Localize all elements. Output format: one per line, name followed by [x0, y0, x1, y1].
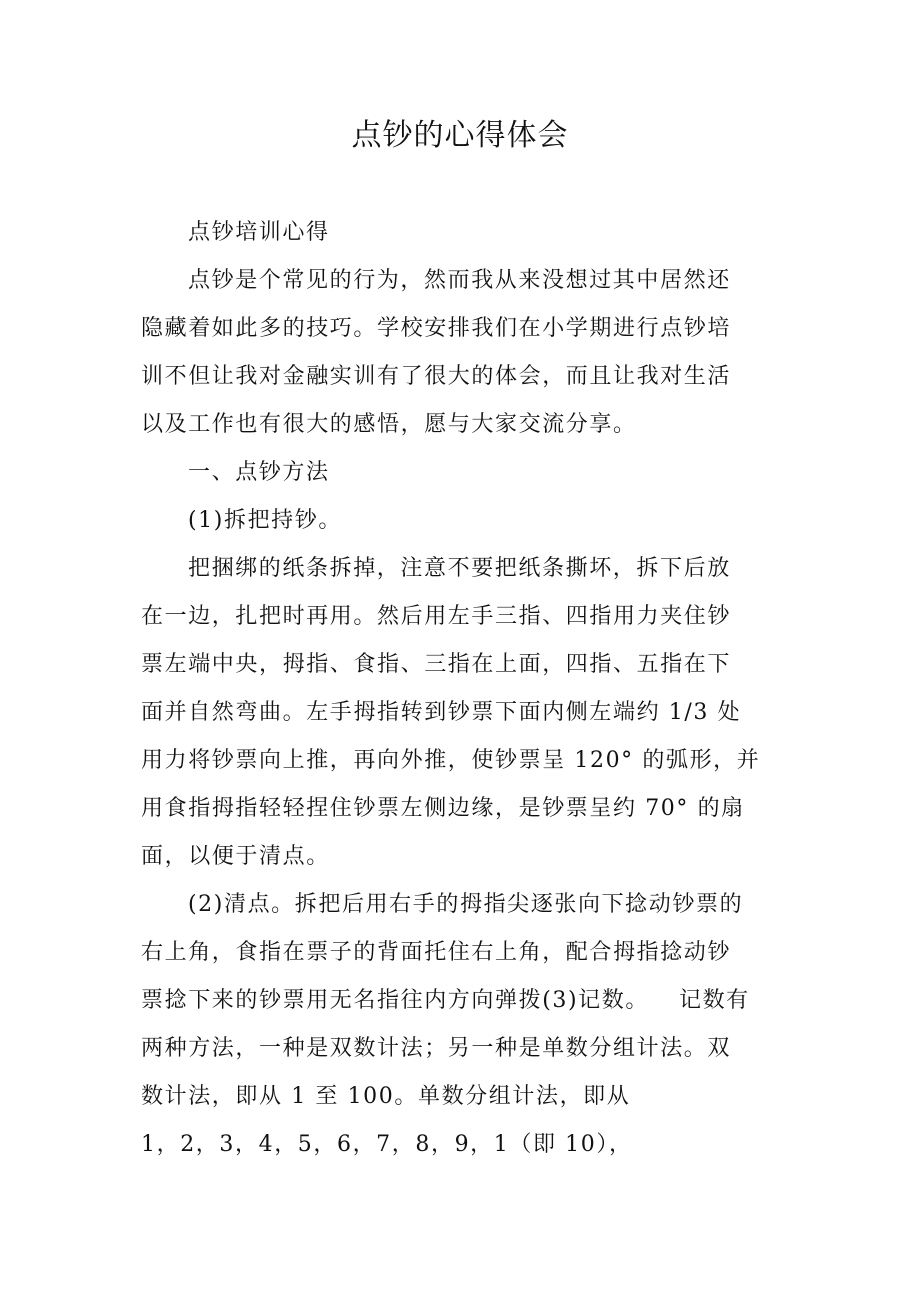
- paragraph-line: 两种方法，一种是双数计法；另一种是单数分组计法。双: [141, 1036, 732, 1061]
- paragraph-line-part: 票捻下来的钞票用无名指往内方向弹拨(3)记数。: [141, 988, 649, 1013]
- paragraph-line: 右上角，食指在票子的背面托住右上角，配合拇指捻动钞: [141, 940, 732, 965]
- paragraph-line: 训不但让我对金融实训有了很大的体会，而且让我对生活: [141, 364, 732, 389]
- paragraph-line: 票左端中央，拇指、食指、三指在上面，四指、五指在下: [141, 652, 732, 677]
- paragraph-line: 面并自然弯曲。左手拇指转到钞票下面内侧左端约 1/3 处: [141, 700, 742, 725]
- paragraph-line: 面，以便于清点。: [141, 844, 330, 869]
- paragraph-line: 把捆绑的纸条拆掉，注意不要把纸条撕坏，拆下后放: [188, 556, 731, 581]
- paragraph-line-part: 记数有: [678, 988, 750, 1013]
- paragraph-line: [141, 986, 750, 1016]
- paragraph-line: 1，2，3，4，5，6，7，8，9，1（即 10），: [141, 1132, 633, 1157]
- paragraph-line: 数计法，即从 1 至 100。单数分组计法，即从: [141, 1084, 631, 1109]
- step-heading-unbundle: (1)拆把持钞。: [188, 508, 342, 533]
- document-title: 点钞的心得体会: [351, 118, 569, 153]
- paragraph-line: 用力将钞票向上推，再向外推，使钞票呈 120° 的弧形，并: [141, 748, 761, 773]
- section-heading-method: 一、点钞方法: [188, 460, 330, 485]
- paragraph-line: (2)清点。拆把后用右手的拇指尖逐张向下捻动钞票的: [188, 892, 744, 917]
- paragraph-line: 用食指拇指轻轻捏住钞票左侧边缘，是钞票呈约 70° 的扇: [141, 796, 745, 821]
- paragraph-line: 在一边，扎把时再用。然后用左手三指、四指用力夹住钞: [141, 604, 732, 629]
- paragraph-line: 隐藏着如此多的技巧。学校安排我们在小学期进行点钞培: [141, 316, 732, 341]
- paragraph-line: 以及工作也有很大的感悟，愿与大家交流分享。: [141, 412, 637, 437]
- paragraph-line: 点钞是个常见的行为，然而我从来没想过其中居然还: [188, 268, 731, 293]
- section-heading-training: 点钞培训心得: [188, 220, 330, 245]
